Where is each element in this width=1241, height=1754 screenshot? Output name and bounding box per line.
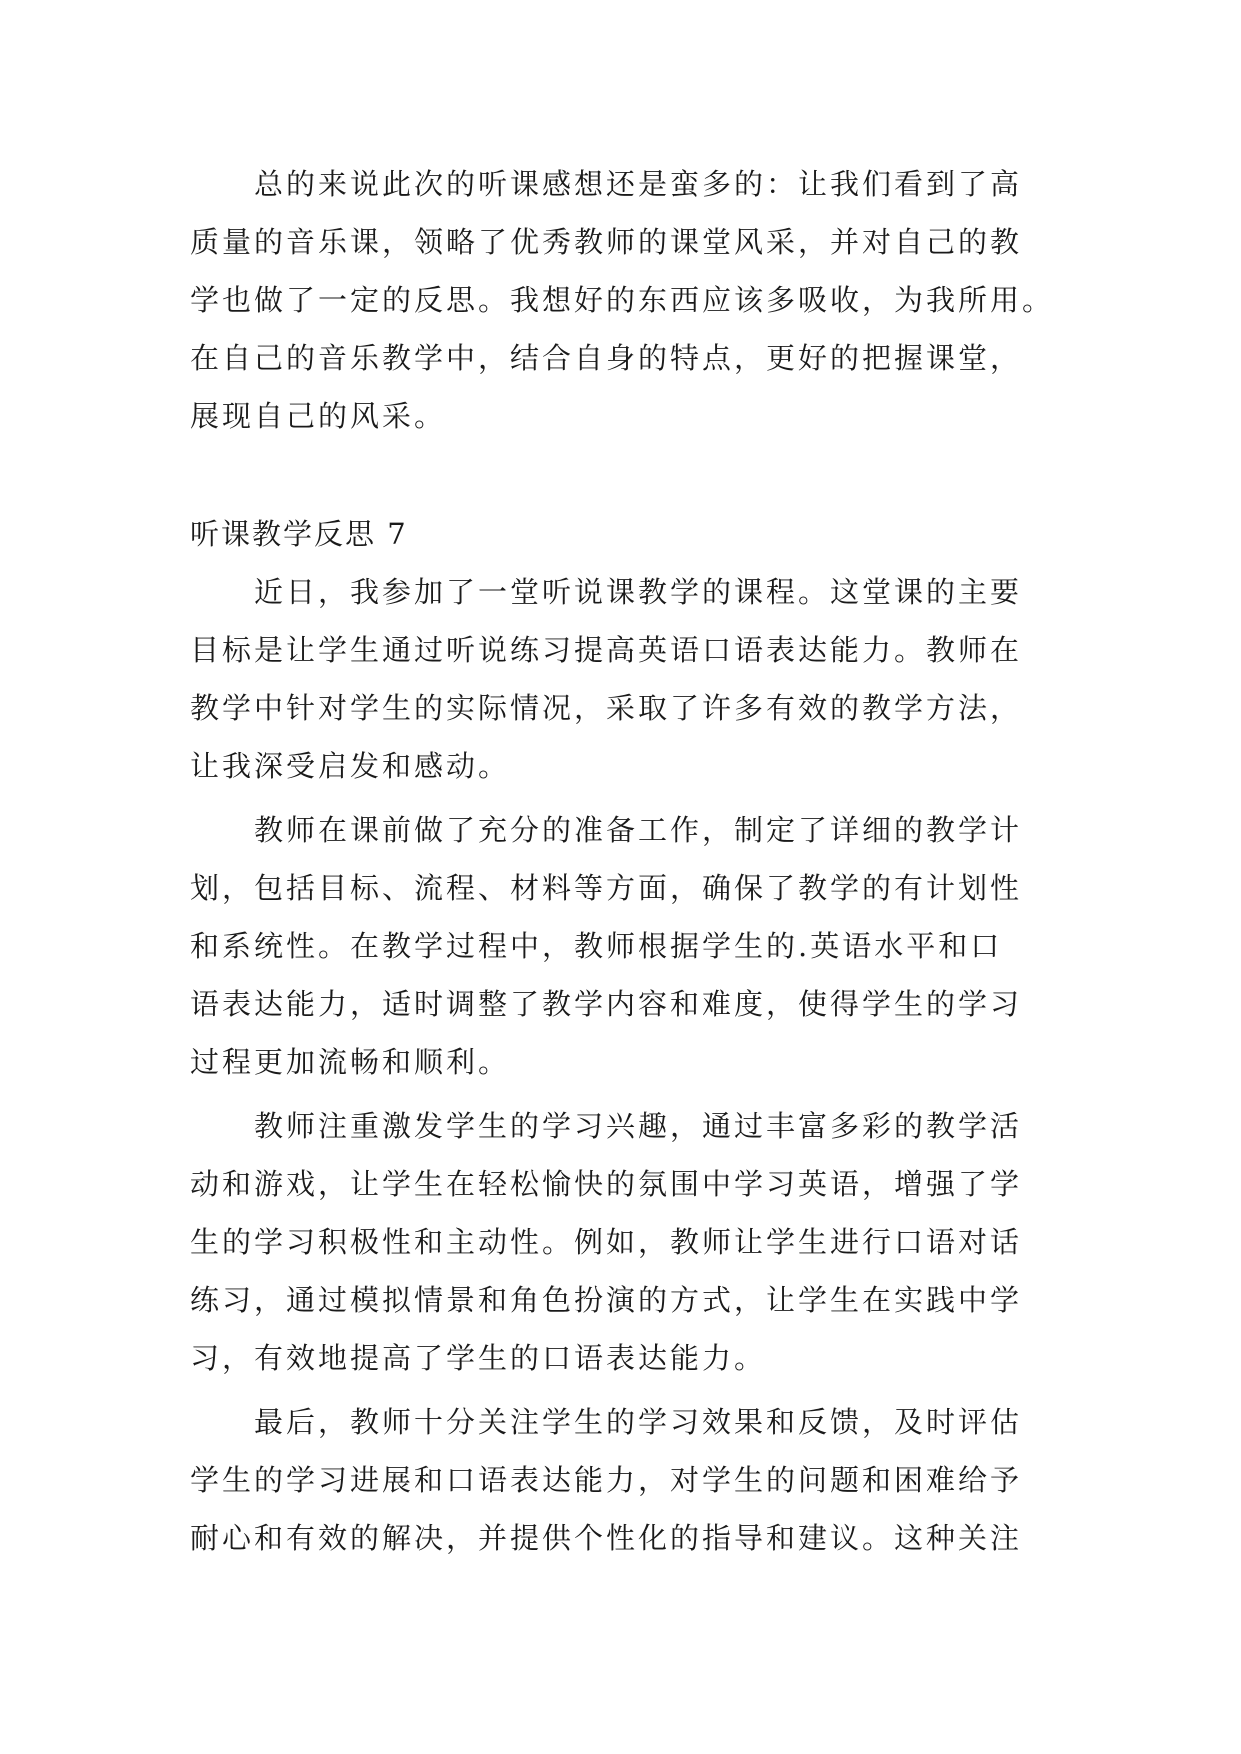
paragraph-line: 展现自己的风采。 bbox=[190, 399, 447, 433]
paragraph-line: 过程更加流畅和顺利。 bbox=[190, 1045, 511, 1079]
paragraph-line: 目标是让学生通过听说练习提高英语口语表达能力。教师在 bbox=[190, 633, 1023, 667]
paragraph-line: 和系统性。在教学过程中，教师根据学生的.英语水平和口 bbox=[190, 929, 1003, 963]
paragraph-intro bbox=[190, 155, 1055, 445]
paragraph-2 bbox=[190, 801, 1050, 1091]
paragraph-line: 让我深受启发和感动。 bbox=[190, 749, 511, 783]
paragraph-line: 动和游戏，让学生在轻松愉快的氛围中学习英语，增强了学 bbox=[190, 1167, 1023, 1201]
paragraph-line: 教师注重激发学生的学习兴趣，通过丰富多彩的教学活 bbox=[254, 1109, 1023, 1143]
paragraph-line: 教师在课前做了充分的准备工作，制定了详细的教学计 bbox=[254, 813, 1023, 847]
paragraph-3 bbox=[190, 1097, 1050, 1387]
paragraph-line: 生的学习积极性和主动性。例如，教师让学生进行口语对话 bbox=[190, 1225, 1023, 1259]
paragraph-line: 习，有效地提高了学生的口语表达能力。 bbox=[190, 1341, 767, 1375]
paragraph-line: 学生的学习进展和口语表达能力，对学生的问题和困难给予 bbox=[190, 1463, 1023, 1497]
paragraph-line: 语表达能力，适时调整了教学内容和难度，使得学生的学习 bbox=[190, 987, 1023, 1021]
paragraph-line: 学也做了一定的反思。我想好的东西应该多吸收，为我所用。 bbox=[190, 283, 1055, 317]
paragraph-line: 耐心和有效的解决，并提供个性化的指导和建议。这种关注 bbox=[190, 1521, 1023, 1555]
paragraph-4 bbox=[190, 1393, 1050, 1567]
paragraph-line: 在自己的音乐教学中，结合自身的特点，更好的把握课堂， bbox=[190, 341, 1023, 375]
paragraph-line: 划，包括目标、流程、材料等方面，确保了教学的有计划性 bbox=[190, 871, 1023, 905]
paragraph-line: 教学中针对学生的实际情况，采取了许多有效的教学方法， bbox=[190, 691, 1023, 725]
paragraph-line: 总的来说此次的听课感想还是蛮多的：让我们看到了高 bbox=[254, 167, 1023, 201]
paragraph-line: 练习，通过模拟情景和角色扮演的方式，让学生在实践中学 bbox=[190, 1283, 1023, 1317]
section-heading: 听课教学反思 7 bbox=[190, 517, 408, 551]
paragraph-line: 近日，我参加了一堂听说课教学的课程。这堂课的主要 bbox=[254, 575, 1023, 609]
paragraph-line: 最后，教师十分关注学生的学习效果和反馈，及时评估 bbox=[254, 1405, 1023, 1439]
paragraph-1 bbox=[190, 563, 1050, 795]
paragraph-line: 质量的音乐课，领略了优秀教师的课堂风采，并对自己的教 bbox=[190, 225, 1023, 259]
